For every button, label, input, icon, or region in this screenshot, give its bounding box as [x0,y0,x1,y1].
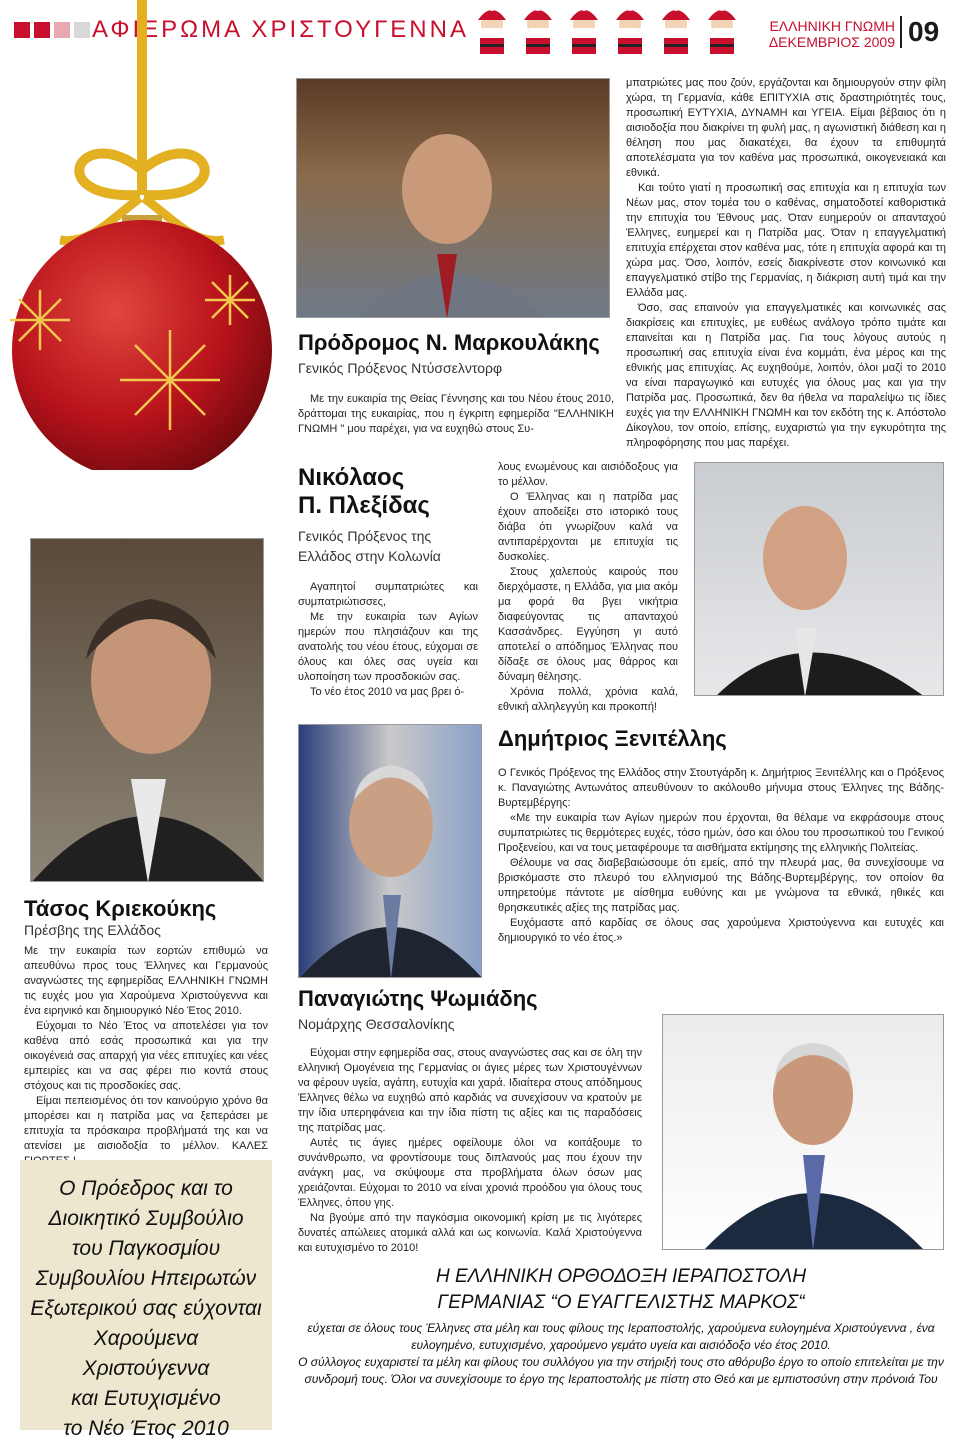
kriekoukis-role: Πρέσβης της Ελλάδος [24,922,161,938]
plexidas-name-line2: Π. Πλεξίδας [298,492,430,519]
plexidas-photo [694,462,944,696]
mission-paragraph: εύχεται σε όλους τους Έλληνες στα μέλη και τους φίλους της Ιεραποστολής, χαρούμενα ευλογημένα Χριστούγεννα , ένα ευλογημένο, ευτυχισμένο, χαρούμενο γεμάτο υγεία και αισιόδοξο νέο έτος 2010. [307,1321,935,1352]
markoulakis-photo [296,78,610,318]
paragraph: Εύχομαι το Νέο Έτος να αποτελέσει για τον καθένα από εσάς προσωπικά και για την οικογένειά σας απαρχή για νέες επιτυχίες και νέες εμπειρίες και να σας φέρει πιο κοντά στους στόχους και τις προσδοκίες σας. [24,1020,268,1092]
paragraph: Χρόνια πολλά, χρόνια καλά, εθνική αλληλεγγύη και προκοπή! [498,686,678,713]
paragraph: Στους χαλεπούς καιρούς που διερχόμαστε, η Ελλάδα, για μια ακόμ μα φορά θα βγει νικήτρια διαφεύγοντας τις απανταχού Κασσάνδρες. Εγγύηση γι αυτό αποτελεί ο απόδημος Έλληνας που δίδαξε σε όλους μας θάρρος και δύναμη θέλησης. [498,566,678,683]
psomiadis-photo [298,724,482,978]
xenitellis-text [498,766,944,946]
paragraph: Να βγούμε από την παγκόσμια οικονομική κρίση με τις λιγότερες δυνατές απώλειες ατομικά αλλά και ως κοινωνία. Καλά Χριστούγεννα και ευτυχισμένο το 2010! [298,1212,642,1254]
kriekoukis-text [24,944,268,1169]
mission-paragraph: Ο σύλλογος ευχαριστεί τα μέλη και φίλους του συλλόγου για την στήριξή τους στο αθόρυβο έργο το οποίο επιτελείται με την συνδρομή τους. Όλοι να συνεχίσουμε το έργο της Ιεραποστολής με πίστη στο Θεό και με εμπιστοσύνη στην πρόνοιά Του [298,1355,944,1386]
paragraph: μπατριώτες μας που ζούν, εργάζονται και δημιουργούν στην φίλη χώρα, τη Γερμανία, κάθε ΕΠΙΤΥΧΙΑ στις δραστηριότητές τους, προσωπική ΕΥΤΥΧΙΑ, ΔΥΝΑΜΗ και ΥΓΕΙΑ. Είμαι βέβαιος ότι η αισιοδοξία που διακρίνει τη φυλή μας, η αγωνιστική διάθεση και η θέληση που μας διακατέχει, θα έχουν τα επιθυμητά αποτελέσματα για τον καθένα μας προσωπικά, οικογενειακά και εθνικά. [626,77,946,179]
paper-name: ΕΛΛΗΝΙΚΗ ΓΝΩΜΗ [769,18,895,34]
greeting-line: και Ευτυχισμένο [71,1387,221,1410]
greeting-line: Ο Πρόεδρος και το [59,1177,233,1200]
paragraph: Είμαι πεπεισμένος ότι τον καινούργιο χρόνο θα μπορέσει και η πατρίδα μας να ξεπεράσει με επιτυχία τα πρόσκαιρα προβλήματά της και να ατενίσει με αισιοδοξία το μέλλον. ΚΑΛΕΣ [24,1095,268,1152]
man-portrait-icon [663,1015,944,1250]
psomiadis-role: Νομάρχης Θεσσαλονίκης [298,1016,455,1032]
santa-icon [516,6,560,54]
christmas-bauble-ornament [0,0,290,470]
plexidas-role-line1: Γενικός Πρόξενος της [298,528,432,544]
mission-title [298,1264,944,1316]
santa-icon [608,6,652,54]
markoulakis-column-2 [626,76,946,451]
markoulakis-name: Πρόδρομος Ν. Μαρκουλάκης [298,330,600,355]
xenitellis-photo [662,1014,944,1250]
markoulakis-intro [298,392,614,437]
paragraph: Όσο, σας επαινούν για επαγγελματικές και κοινωνικές σας διακρίσεις και επιτυχίες, με ευθέως ανάλογο τρόπο τιμάτε και επαινείται και η Πατρίδα μας. Για τους λόγους αυτούς η προσωπική σας επιτυχία είναι ένα κομμάτι, ένα μέρος και της εθνικής μας επιτυχίας. Ας ευχηθούμε, λοιπόν, όλοι μαζί το 2010 να είναι παραγωγικό και ευτυχές για όλους μας και για την Πατρίδα μας. Προσωπικά, δεν θα ήθελα να παραλείψω τις ίδιες ευχές για την ΕΛΛΗΝΙΚΗ ΓΝΩΜΗ και τον εκδότη της κ. Απόστολο Δίκογλου, τον οποίο, επίσης, ευχαριστώ για την εγκυρότητα της πληροφόρησης που μας παρέχει. [626,302,946,449]
paragraph: Και τούτο γιατί η προσωπική σας επιτυχία και η επιτυχία των Νέων μας, στον τομέα του ο καθένας, σηματοδοτεί καθοριστικά την επιτυχία του Έθνους μας. Όταν ευημερούν οι απανταχού Έλληνες, ευημερεί και η Πατρίδα μας. Όταν η επαγγελματική επιτυχία επέρχεται στον καθένα μας, τότε η επιτυχία αφορά και τη χώρα μας. Όσο, λοιπόν, εσείς διακρίνεστε στον κοινωνικό και επαγγελματικό στίβο της Γερμανίας, η διάκριση αυτή τιμά και την Ελλάδα μας. [626,182,946,299]
santa-icon [700,6,744,54]
paper-masthead [760,18,895,50]
mission-body [298,1320,944,1388]
paragraph: Αυτές τις άγιες ημέρες οφείλουμε όλοι να κοιτάξουμε το συνάνθρωπο, να φροντίσουμε τους διπλανούς μας που έχουν την ανάγκη μας, να σκύψουμε στα προβλήματα όλων όσων μας χρειάζονται. Εύχομαι το 2010 να είναι χρονιά προόδου για όλους τους Έλληνες, όπου γης. [298,1137,642,1209]
paragraph: Με την ευκαιρία των εορτών επιθυμώ να απευθύνω προς τους Έλληνες και Γερμανούς αναγνώστες της εφημερίδας ΕΛΛΗΝΙΚΗ ΓΝΩΜΗ τις ευχές μου για Χαρούμενα Χριστούγεννα και ένα ειρηνικό και δημιουργικό Νέο Έτος 2010. [24,945,268,1017]
paragraph: Εύχομαι στην εφημερίδα σας, στους αναγνώστες σας και σε όλη την ελληνική Ομογένεια της Γερμανίας οι άγιες μέρες των Χριστουγέννων να φέρουν υγεία, αγάπη, ευτυχία και χαρά. Ιδιαίτερα στους απόδημους Έλληνες θέλω να ευχηθώ από καρδιάς να συνεχίσουν να κρατούν με την ίδια υπερηφάνεια και την ίδια πίστη τις αξίες και τις παραδόσεις της πατρίδας μας. [298,1047,642,1134]
man-portrait-icon [299,725,482,978]
psomiadis-text [298,1046,642,1256]
paragraph: Το νέο έτος 2010 να μας βρει ό- [310,686,465,698]
santa-icon [562,6,606,54]
plexidas-role-line2: Ελλάδος στην Κολωνία [298,548,441,564]
paragraph: Με την ευκαιρία των Αγίων ημερών που πλησιάζουν και της ανατολής του νέου έτους, εύχομαι σε όλους και όλες σας υγεία και υλοποίηση των προσδοκιών σας. [298,611,478,683]
paragraph: Ευχόμαστε από καρδίας σε όλους σας χαρούμενα Χριστούγεννα και ευτυχές και δημιουργικό το νέο έτος.» [498,917,944,944]
section-title: ΑΦΙΕΡΩΜΑ ΧΡΙΣΤΟΥΓΕΝΝΑ [92,16,469,43]
mission-title-line1: Η ΕΛΛΗΝΙΚΗ ΟΡΘΟΔΟΞΗ ΙΕΡΑΠΟΣΤΟΛΗ [435,1266,807,1287]
greeting-line: Διοικητικό Συμβούλιο [48,1207,244,1230]
paragraph: λους ενωμένους και αισιόδοξους για το μέλλον. [498,461,678,488]
paragraph: Ο Γενικός Πρόξενος της Ελλάδος στην Στουτγάρδη κ. Δημήτριος Ξενιτέλλης και ο Πρόξενος κ. Παναγιώτης Αντωνάτος απευθύνουν το ακόλουθο μήνυμα στους Έλληνες της Βάδης-Βυρτεμβέργης: [498,767,944,809]
presidents-greeting-box [20,1160,272,1440]
paragraph: Αγαπητοί συμπατριώτες και συμπατριώτισσες, [298,581,478,608]
santa-icon [654,6,698,54]
plexidas-name-line1: Νικόλαος [298,464,405,491]
plexidas-column-2 [498,460,678,715]
santa-icon [470,6,514,54]
greeting-line: το Νέο Έτος 2010 [63,1417,229,1440]
santa-decorations [470,6,744,54]
kriekoukis-name: Τάσος Κριεκούκης [24,896,217,921]
paragraph: Θέλουμε να σας διαβεβαιώσουμε ότι εμείς, από την πλευρά μας, θα συνεχίσουμε να βρισκόμαστε στο πλευρό του ελληνισμού της Βάδης-Βυρτεμβέργης, τον οποίον θα υπηρετούμε πάντοτε με αίσθημα ευθύνης και με γνώμονα τα εθνικά, ηθικές και θρησκευτικές αξίες της πατρίδας μας. [498,857,944,914]
mission-title-line2: ΓΕΡΜΑΝΙΑΣ “Ο ΕΥΑΓΓΕΛΙΣΤΗΣ ΜΑΡΚΟΣ“ [437,1292,805,1313]
xenitellis-name: Δημήτριος Ξενιτέλλης [498,726,727,751]
man-portrait-icon [297,79,610,318]
man-portrait-icon [31,539,264,882]
issue-date: ΔΕΚΕΜΒΡΙΟΣ 2009 [768,34,895,50]
page-number: 09 [900,16,939,48]
greeting-line: Χαρούμενα Χριστούγεννα [82,1327,210,1380]
plexidas-column-1 [298,580,478,700]
paragraph: «Με την ευκαιρία των Αγίων ημερών που έρχονται, θα θέλαμε να εκφράσουμε στους συμπατριώτες τις θερμότερες ευχές, τόσο ημών, όσο και όλου του προσωπικού του Γενικού Προξενείου, και να τους μεταφέρουμε τα αισθήματα εκτίμησης της ελληνικής Πολιτείας. [498,812,944,854]
paragraph: Ο Έλληνας και η πατρίδα μας έχουν αποδείξει στο ιστορικό τους διάβα ότι γνωρίζουν καλά να αντιπαρέρχονται με επιτυχία τις δυσκολίες. [498,491,678,563]
markoulakis-role: Γενικός Πρόξενος Ντύσσελντορφ [298,360,503,376]
man-portrait-icon [695,463,944,696]
markoulakis-intro-text: Με την ευκαιρία της Θείας Γέννησης και του Νέου έτους 2010, δράττομαι της ευκαιρίας, που η έγκριτη εφημερίδα "ΕΛΛΗΝΙΚΗ ΓΝΩΜΗ " μου παρέχει, για να ευχηθώ στους Συ- [298,393,614,435]
kriekoukis-photo [30,538,264,882]
psomiadis-name: Παναγιώτης Ψωμιάδης [298,986,538,1011]
greeting-line: του Παγκοσμίου [71,1237,221,1260]
greeting-line: Εξωτερικού σας εύχονται [30,1297,262,1320]
greeting-line: Συμβουλίου Ηπειρωτών [35,1267,257,1290]
